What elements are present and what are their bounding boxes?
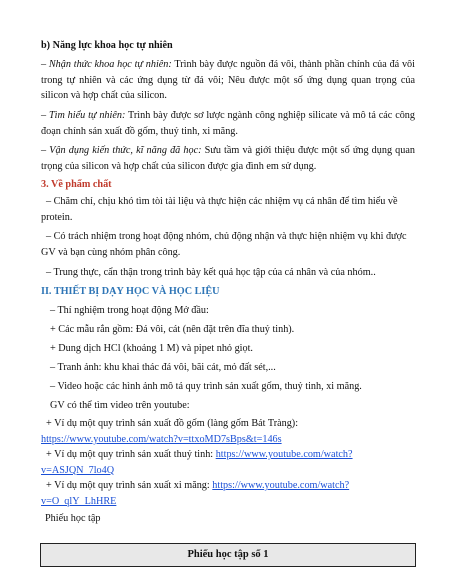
quality-item-1: – Chăm chỉ, chịu khó tìm tòi tài liệu và thực hiện các nhiệm vụ cá nhân để tìm hiểu về protein. [41, 196, 398, 223]
video-pottery-link[interactable]: https://www.youtube.com/watch?v=ttxoMD7sBps&t=146s [41, 433, 282, 445]
equipment-item-2: + Các mẫu rắn gồm: Đá vôi, cát (nên đặt trên đĩa thuỷ tinh). [50, 324, 295, 335]
worksheet-title-box: Phiếu học tập số 1 [40, 543, 416, 567]
section-b-heading: b) Năng lực khoa học tự nhiên [41, 40, 173, 51]
p2-label: – Tìm hiểu tự nhiên: [41, 110, 126, 121]
equipment-item-5: – Video hoặc các hình ảnh mô tả quy trình sản xuất gốm, thuỷ tinh, xi măng. [50, 381, 362, 392]
worksheet-label: Phiếu học tập [45, 513, 101, 524]
video-item-glass [41, 447, 415, 478]
equipment-item-1: – Thí nghiệm trong hoạt động Mở đầu: [50, 305, 209, 316]
video-cement-text: + Ví dụ một quy trình sản xuất xi măng: [46, 480, 213, 491]
section-b-paragraph-3 [41, 143, 415, 174]
video-item-cement [41, 478, 415, 509]
video-glass-text: + Ví dụ một quy trình sản xuất thuỷ tinh: [46, 449, 216, 460]
section-II-heading: II. THIẾT BỊ DẠY HỌC VÀ HỌC LIỆU [41, 286, 220, 297]
p2-text: Trình bày được sơ lược ngành công nghiệp silicate và mô tả các công đoạn chính sản xuất đồ gốm, thuỷ tinh, xi măng. [41, 110, 415, 137]
video-pottery-text: + Ví dụ một quy trình sản xuất đồ gốm (làng gốm Bát Tràng): [46, 418, 299, 429]
video-cement-link[interactable]: https://www.youtube.com/watch?v=O_qlY_LhHRE [41, 480, 350, 507]
section-3-heading: 3. Về phẩm chất [41, 179, 112, 190]
quality-item-2: – Có trách nhiệm trong hoạt động nhóm, chủ động nhận và thực hiện nhiệm vụ khi được GV và bạn cùng nhóm phân công. [41, 231, 407, 258]
equipment-item-3: + Dung dịch HCl (khoảng 1 M) và pipet nhỏ giọt. [50, 343, 253, 354]
p1-text: Trình bày được nguồn đá vôi, thành phần chính của đá vôi trong tự nhiên và các ứng dụng từ đá vôi; Nêu được một số ứng dụng quan trọng của silicon và hợp chất của silicon. [41, 59, 415, 102]
section-b-paragraph-1 [41, 57, 415, 104]
gv-youtube-line: GV có thể tìm video trên youtube: [50, 400, 190, 411]
equipment-item-4: – Tranh ảnh: khu khai thác đá vôi, bãi cát, mỏ đất sét,... [50, 362, 276, 373]
video-glass-link[interactable]: https://www.youtube.com/watch?v=ASJQN_7lo4Q [41, 449, 353, 476]
section-b-paragraph-2 [41, 108, 415, 139]
p3-text: Sưu tầm và giới thiệu được một số ứng dụng quan trọng của silicon và hợp chất của silicon được gia đình em sử dụng. [41, 145, 415, 172]
p1-label: – Nhận thức khoa học tự nhiên: [41, 59, 172, 70]
video-item-pottery [41, 416, 415, 447]
quality-item-3: – Trung thực, cẩn thận trong trình bày kết quả học tập của cá nhân và của nhóm.. [46, 267, 376, 278]
p3-label: – Vận dụng kiến thức, kĩ năng đã học: [41, 145, 202, 156]
